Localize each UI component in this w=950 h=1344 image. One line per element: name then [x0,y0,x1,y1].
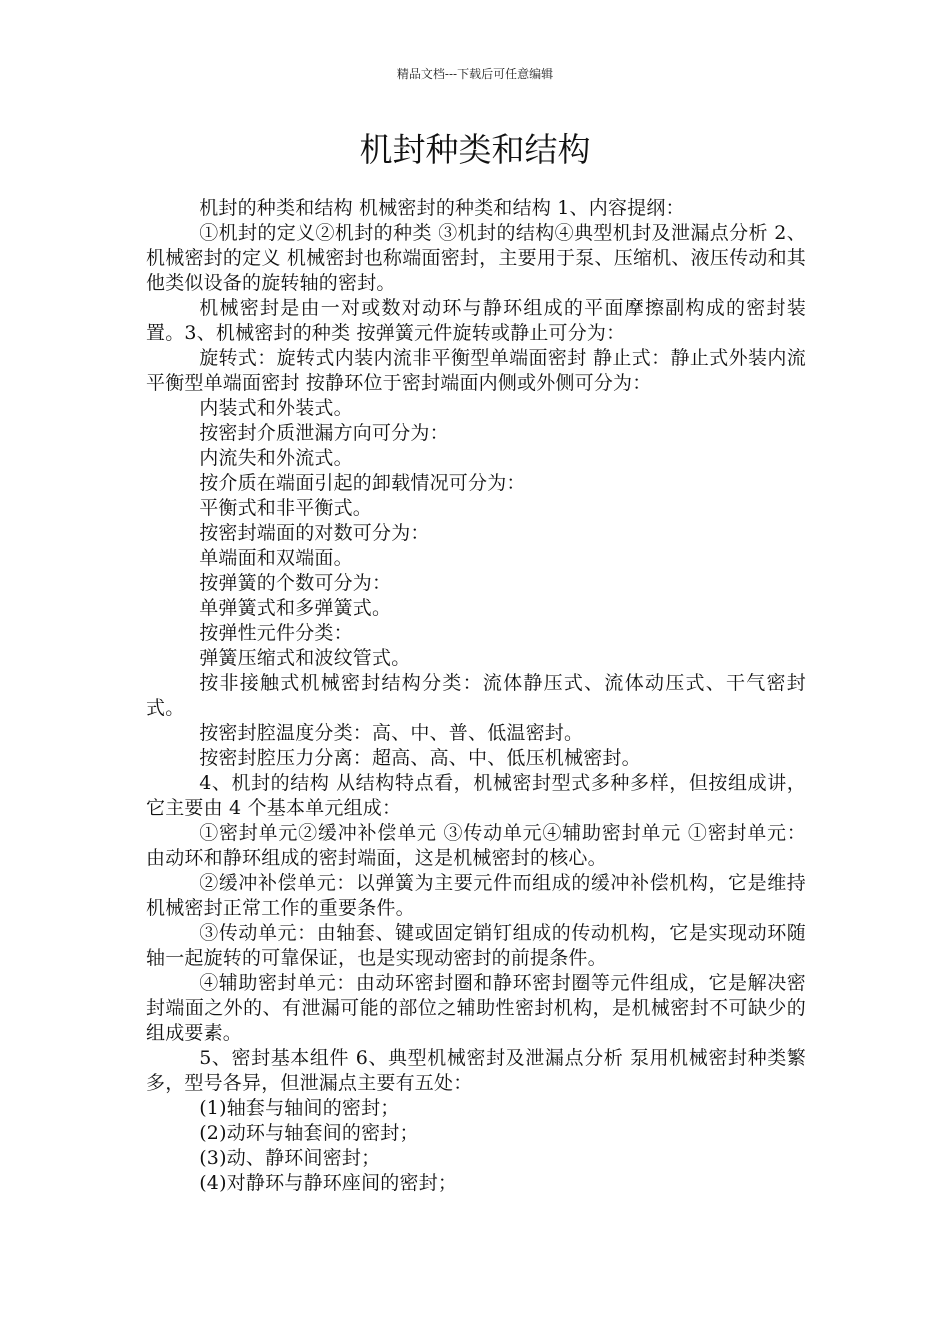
paragraph: 旋转式：旋转式内装内流非平衡型单端面密封 静止式：静止式外装内流平衡型单端面密封 按静环位于密封端面内侧或外侧可分为： [146,347,806,394]
paragraph: ①机封的定义②机封的种类 ③机封的结构④典型机封及泄漏点分析 2、机械密封的定义 机械密封也称端面密封，主要用于泵、压缩机、液压传动和其他类似设备的旋转轴的密封。 [146,222,806,294]
document-body [146,196,806,1196]
document-title: 机封种类和结构 [359,130,591,169]
paragraph: 按弹簧的个数可分为： [199,572,392,594]
paragraph: 按非接触式机械密封结构分类：流体静压式、流体动压式、干气密封式。 [146,672,806,719]
page-header: 精品文档---下载后可任意编辑 [396,67,554,81]
paragraph: 机械密封是由一对或数对动环与静环组成的平面摩擦副构成的密封装置。3、机械密封的种类 按弹簧元件旋转或静止可分为： [146,297,806,344]
paragraph: 按密封介质泄漏方向可分为： [199,422,449,444]
paragraph: 弹簧压缩式和波纹管式。 [199,647,411,669]
paragraph: 机封的种类和结构 机械密封的种类和结构 1、内容提纲： [199,197,685,219]
paragraph: (4)对静环与静环座间的密封； [199,1172,458,1194]
paragraph: ①密封单元②缓冲补偿单元 ③传动单元④辅助密封单元 ①密封单元：由动环和静环组成的密封端面，这是机械密封的核心。 [146,822,806,869]
paragraph: 内流失和外流式。 [199,447,353,469]
paragraph: ③传动单元：由轴套、键或固定销钉组成的传动机构，它是实现动环随轴一起旋转的可靠保证，也是实现动密封的前提条件。 [146,922,806,969]
paragraph: 单端面和双端面。 [199,547,353,569]
paragraph: ②缓冲补偿单元：以弹簧为主要元件而组成的缓冲补偿机构，它是维持机械密封正常工作的重要条件。 [146,872,806,919]
paragraph: 内装式和外装式。 [199,397,353,419]
paragraph: 按密封腔压力分离：超高、高、中、低压机械密封。 [199,747,641,769]
paragraph: 单弹簧式和多弹簧式。 [199,597,392,619]
paragraph: 按密封腔温度分类：高、中、普、低温密封。 [199,722,584,744]
paragraph: (1)轴套与轴间的密封； [199,1097,400,1119]
paragraph: 按介质在端面引起的卸载情况可分为： [199,472,526,494]
paragraph: (3)动、静环间密封； [199,1147,381,1169]
paragraph: 平衡式和非平衡式。 [199,497,372,519]
paragraph: 按弹性元件分类： [199,622,353,644]
paragraph: (2)动环与轴套间的密封； [199,1122,419,1144]
paragraph: ④辅助密封单元：由动环密封圈和静环密封圈等元件组成，它是解决密封端面之外的、有泄漏可能的部位之辅助性密封机构，是机械密封不可缺少的组成要素。 [146,972,806,1044]
paragraph: 5、密封基本组件 6、典型机械密封及泄漏点分析 泵用机械密封种类繁多，型号各异，但泄漏点主要有五处： [146,1047,806,1094]
paragraph: 4、机封的结构 从结构特点看，机械密封型式多种多样，但按组成讲，它主要由 4 个基本单元组成： [146,772,806,819]
paragraph: 按密封端面的对数可分为： [199,522,430,544]
